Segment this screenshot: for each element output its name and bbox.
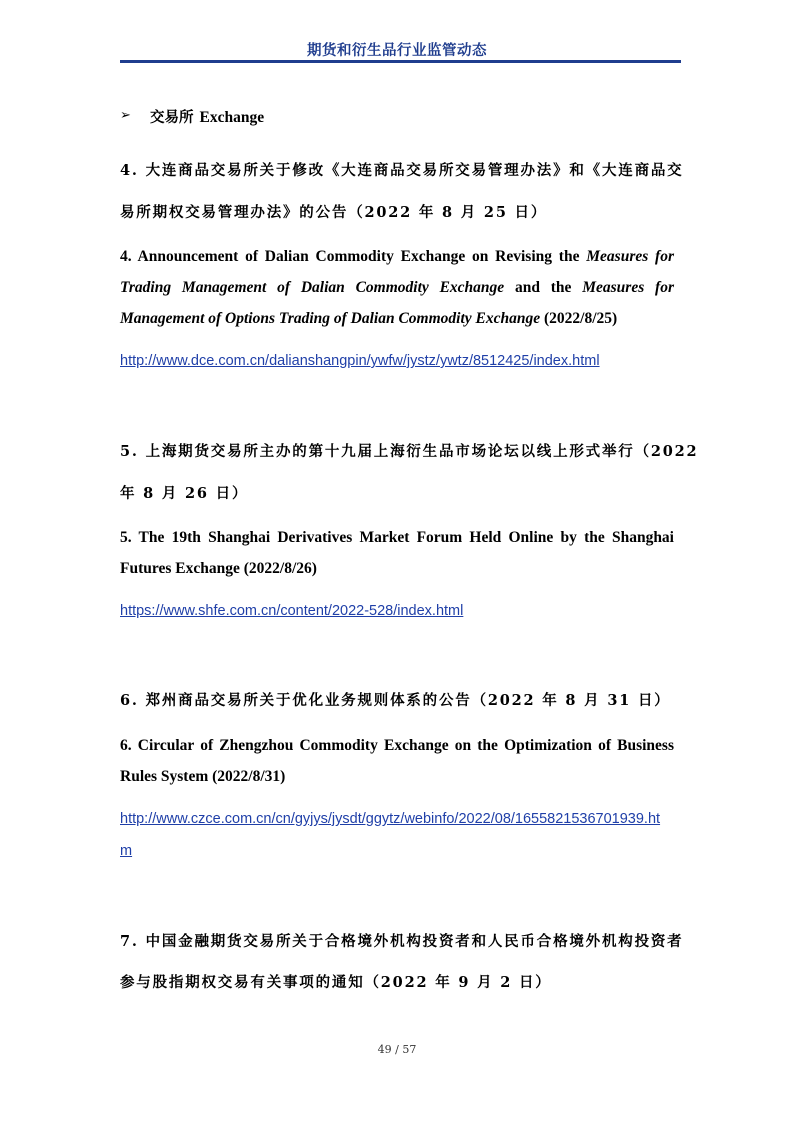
title-italic-text: Management of Options Trading of Dalian Commodity Exchange: [120, 310, 541, 327]
title-italic-text: Trading Management of Dalian Commodity Exchange: [120, 279, 505, 296]
header-title: 期货和衍生品行业监管动态: [307, 43, 487, 59]
page-number: 49 / 57: [377, 1043, 417, 1056]
item-title-cn: 7. 中国金融期货交易所关于合格境外机构投资者和人民币合格境外机构投资者: [120, 933, 684, 950]
source-link[interactable]: http://www.czce.com.cn/cn/gyjys/jysdt/ggytz/webinfo/2022/08/1655821536701939.ht: [120, 811, 661, 827]
title-text: and the: [504, 279, 583, 296]
item-title-en: 6. Circular of Zhengzhou Commodity Exchange on the Optimization of Business: [120, 737, 674, 754]
item-title-cn: 4. 大连商品交易所关于修改《大连商品交易所交易管理办法》和《大连商品交: [120, 162, 684, 179]
item-title-cn: 参与股指期权交易有关事项的通知（2022 年 9 月 2 日）: [120, 974, 552, 991]
item-title-en: [120, 310, 674, 328]
item-title-cn: 年 8 月 26 日）: [120, 485, 249, 502]
source-link-continued[interactable]: m: [120, 843, 133, 859]
section-label-cn: 交易所: [150, 109, 194, 126]
item-title-cn: 5. 上海期货交易所主办的第十九届上海衍生品市场论坛以线上形式举行（2022: [120, 443, 699, 460]
item-title-en: 5. The 19th Shanghai Derivatives Market Forum Held Online by the Shanghai: [120, 529, 674, 546]
section-label-en: Exchange: [199, 109, 265, 126]
title-italic-text: Measures for: [586, 248, 675, 265]
section-label: [150, 106, 264, 127]
item-title-cn: 6. 郑州商品交易所关于优化业务规则体系的公告（2022 年 8 月 31 日）: [120, 692, 671, 709]
header-divider: [120, 60, 681, 63]
source-link[interactable]: http://www.dce.com.cn/dalianshangpin/ywfw/jystz/ywtz/8512425/index.html: [120, 353, 600, 369]
item-title-en: [120, 279, 674, 297]
title-text: 4. Announcement of Dalian Commodity Exchange on Revising the: [120, 248, 587, 265]
arrow-bullet-icon: ➢: [120, 108, 131, 123]
source-link[interactable]: https://www.shfe.com.cn/content/2022-528/index.html: [120, 603, 464, 619]
item-title-en: Rules System (2022/8/31): [120, 768, 286, 785]
item-title-en: Futures Exchange (2022/8/26): [120, 560, 317, 577]
item-title-cn: 易所期权交易管理办法》的公告（2022 年 8 月 25 日）: [120, 204, 548, 221]
item-title-en: [120, 248, 674, 266]
title-italic-text: Measures for: [582, 279, 674, 296]
title-text: (2022/8/25): [540, 310, 618, 327]
